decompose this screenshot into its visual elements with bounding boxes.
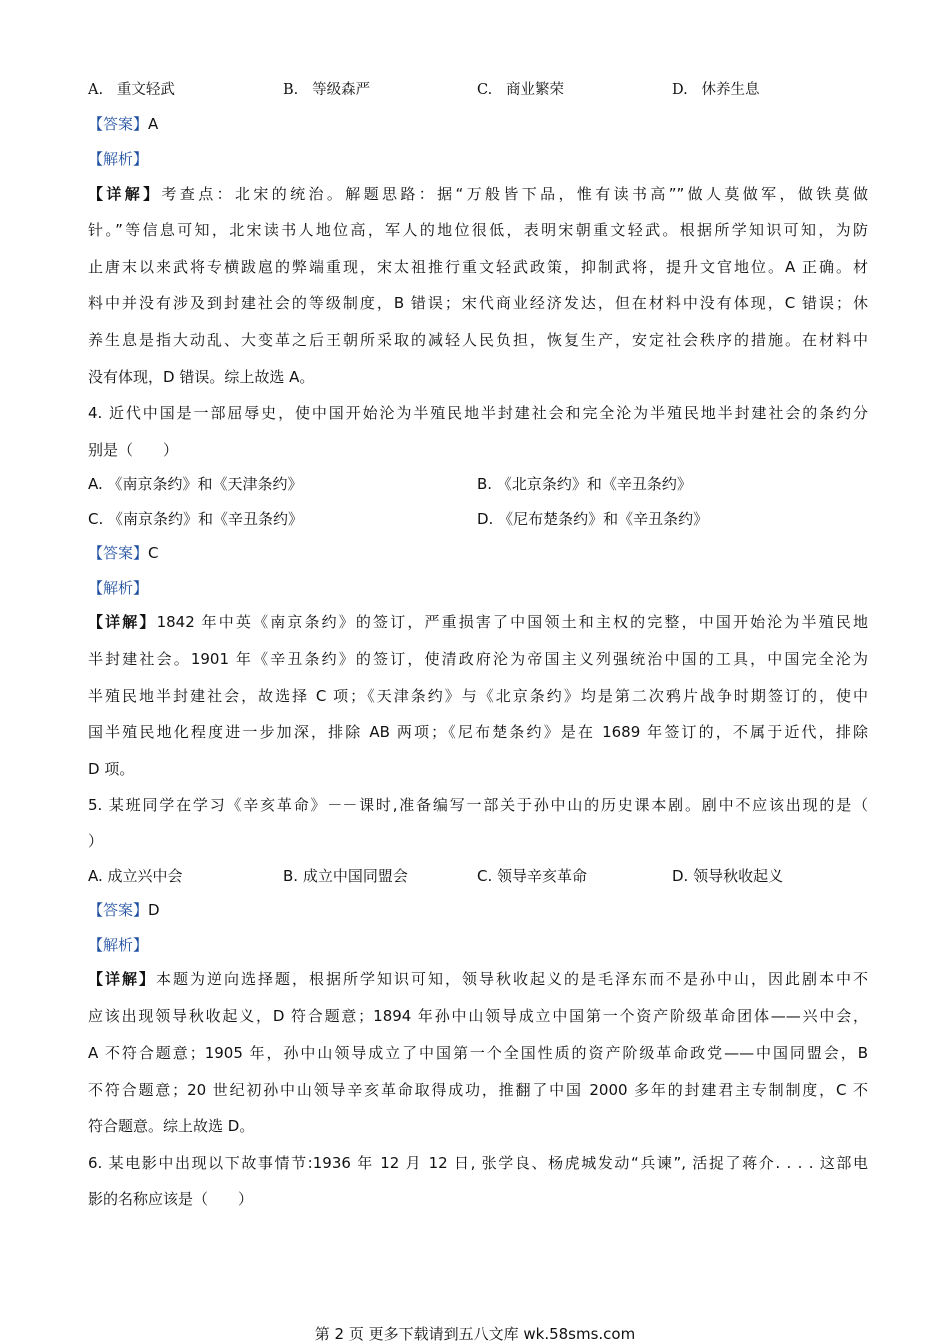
q5-stem-line-2: ） <box>88 832 104 850</box>
q3-option-c: C. 商业繁荣 <box>477 82 565 98</box>
q5-option-d: D. 领导秋收起义 <box>672 867 784 885</box>
q4-detail-line-3: 半殖民地半封建社会，故选择 C 项；《天津条约》与《北京条约》均是第二次鸦片战争时期签订的，使中 <box>88 687 868 705</box>
q5-answer <box>88 899 868 921</box>
q5-option-a: A. 成立兴中会 <box>88 867 183 885</box>
q3-option-d: D. 休养生息 <box>672 82 760 98</box>
q3-detail-line-1: 【详解】考查点：北宋的统治。解题思路：据“万般皆下品，惟有读书高””做人莫做军，做铁莫做 <box>88 185 868 203</box>
q4-option-c: C. 《南京条约》和《辛丑条约》 <box>88 510 304 528</box>
q4-analysis-heading <box>88 577 868 599</box>
detail-tag: 【详解】 <box>88 185 162 203</box>
detail-tag: 【详解】 <box>88 970 156 988</box>
answer-value: A <box>148 115 159 133</box>
q4-option-d: D. 《尼布楚条约》和《辛丑条约》 <box>477 510 709 528</box>
q5-analysis-heading <box>88 934 868 956</box>
q5-detail-line-4: 不符合题意；20 世纪初孙中山领导辛亥革命取得成功，推翻了中国 2000 多年的封建君主专制制度，C 不 <box>88 1081 868 1099</box>
analysis-tag: 【解析】 <box>88 150 149 168</box>
q3-option-b: B. 等级森严 <box>283 82 371 98</box>
q3-detail-line-2: 针。”等信息可知，北宋读书人地位高，军人的地位很低，表明宋朝重文轻武。根据所学知识可知，为防 <box>88 221 868 239</box>
q4-option-b: B. 《北京条约》和《辛丑条约》 <box>477 475 692 493</box>
answer-tag: 【答案】 <box>88 901 149 919</box>
q5-detail-line-2: 应该出现领导秋收起义，D 符合题意；1894 年孙中山领导成立中国第一个资产阶级革命团体——兴中会， <box>88 1007 868 1025</box>
answer-value: C <box>148 544 159 562</box>
q4-stem-line-1: 4. 近代中国是一部屈辱史，使中国开始沦为半殖民地半封建社会和完全沦为半殖民地半封建社会的条约分 <box>88 404 868 422</box>
q3-detail-line-5: 养生息是指大动乱、大变革之后王朝所采取的减轻人民负担，恢复生产，安定社会秩序的措施。在材料中 <box>88 331 868 349</box>
q4-detail-line-2: 半封建社会。1901 年《辛丑条约》的签订，使清政府沦为帝国主义列强统治中国的工具，中国完全沦为 <box>88 650 868 668</box>
detail-tag: 【详解】 <box>88 613 157 631</box>
q6-stem-line-1: 6. 某电影中出现以下故事情节:1936 年 12 月 12 日, 张学良、杨虎城发动“兵谏”, 活捉了蒋介. . . . 这部电 <box>88 1154 868 1172</box>
q4-option-a: A. 《南京条约》和《天津条约》 <box>88 475 303 493</box>
page-footer: 第 2 页 更多下载请到五八文库 wk.58sms.com <box>314 1325 636 1343</box>
q3-detail-line-4: 料中并没有涉及到封建社会的等级制度，B 错误；宋代商业经济发达，但在材料中没有体现，C 错误；休 <box>88 294 868 312</box>
q4-stem-line-2: 别是（ ） <box>88 441 179 459</box>
answer-tag: 【答案】 <box>88 544 149 562</box>
q5-stem-line-1: 5. 某班同学在学习《辛亥革命》－－课时,准备编写一部关于孙中山的历史课本剧。剧中不应该出现的是（ <box>88 796 868 814</box>
answer-value: D <box>148 901 160 919</box>
q3-detail-line-6: 没有体现，D 错误。综上故选 A。 <box>88 368 315 386</box>
q3-answer <box>88 113 868 135</box>
q4-detail-line-5: D 项。 <box>88 760 135 778</box>
q4-detail-line-1: 【详解】1842 年中英《南京条约》的签订，严重损害了中国领土和主权的完整，中国开始沦为半殖民地 <box>88 613 868 631</box>
q4-answer <box>88 542 868 564</box>
q5-detail-line-3: A 不符合题意；1905 年，孙中山领导成立了中国第一个全国性质的资产阶级革命政党——中国同盟会，B <box>88 1044 868 1062</box>
q5-detail-line-5: 符合题意。综上故选 D。 <box>88 1117 255 1135</box>
q5-option-c: C. 领导辛亥革命 <box>477 867 588 885</box>
q6-stem-line-2: 影的名称应该是（ ） <box>88 1190 254 1208</box>
q5-option-b: B. 成立中国同盟会 <box>283 867 408 885</box>
answer-tag: 【答案】 <box>88 115 149 133</box>
analysis-tag: 【解析】 <box>88 579 149 597</box>
q3-detail-line-3: 止唐末以来武将专横跋扈的弊端重现，宋太祖推行重文轻武政策，抑制武将，提升文官地位。A 正确。材 <box>88 258 868 276</box>
q4-detail-line-4: 国半殖民地化程度进一步加深，排除 AB 两项；《尼布楚条约》是在 1689 年签订的，不属于近代，排除 <box>88 723 868 741</box>
q5-detail-line-1: 【详解】本题为逆向选择题，根据所学知识可知，领导秋收起义的是毛泽东而不是孙中山，因此剧本中不 <box>88 970 868 988</box>
analysis-tag: 【解析】 <box>88 936 149 954</box>
q3-option-a: A. 重文轻武 <box>88 82 175 98</box>
q3-analysis-heading <box>88 148 868 170</box>
